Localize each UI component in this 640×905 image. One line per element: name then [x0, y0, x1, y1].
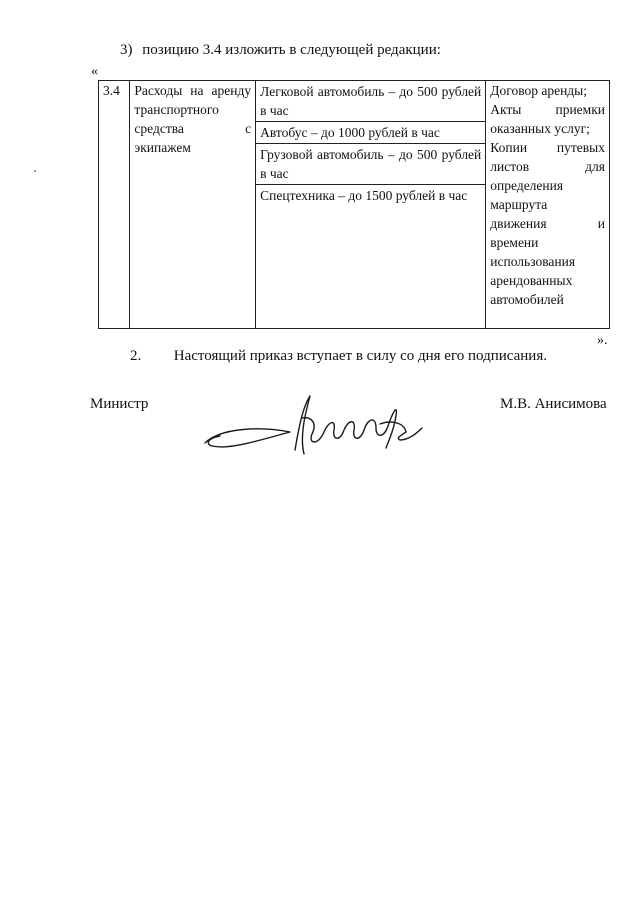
rates-cell: [256, 81, 486, 329]
document-item: Договор аренды;: [490, 83, 587, 98]
signer-position: Министр: [90, 396, 149, 412]
signer-name: М.В. Анисимова: [500, 396, 607, 412]
expense-description-cell: Расходы на аренду транспортного средства с экипажем: [130, 81, 256, 329]
scan-speck: [34, 170, 36, 172]
document-item: Акты приемки оказанных услуг;: [490, 102, 605, 136]
intro-text: позицию 3.4 изложить в следующей редакции:: [142, 42, 441, 58]
clause-text: Настоящий приказ вступает в силу со дня его подписания.: [173, 348, 547, 364]
table-row: [99, 81, 610, 329]
rate-special-machinery: Спецтехника – до 1500 рублей в час: [260, 188, 468, 203]
closing-quote: ».: [597, 333, 608, 348]
clause-2: [130, 348, 547, 365]
documents-cell: [486, 81, 610, 329]
amendment-intro: [120, 42, 441, 59]
opening-quote: «: [91, 64, 98, 79]
row-number-cell: 3.4: [99, 81, 130, 329]
rate-car: Легковой автомобиль – до 500 рублей в час: [256, 81, 485, 122]
amendment-table: [98, 80, 610, 329]
handwritten-signature: [200, 388, 430, 478]
rate-bus: Автобус – до 1000 рублей в час: [256, 122, 485, 144]
rate-truck: Грузовой автомобиль – до 500 рублей в час: [256, 144, 485, 185]
document-item: Копии путевых листов для определения маршрута движения и времени использования арендованных автомобилей: [490, 140, 605, 307]
clause-number: 2.: [130, 348, 142, 364]
intro-number: 3): [120, 42, 133, 58]
